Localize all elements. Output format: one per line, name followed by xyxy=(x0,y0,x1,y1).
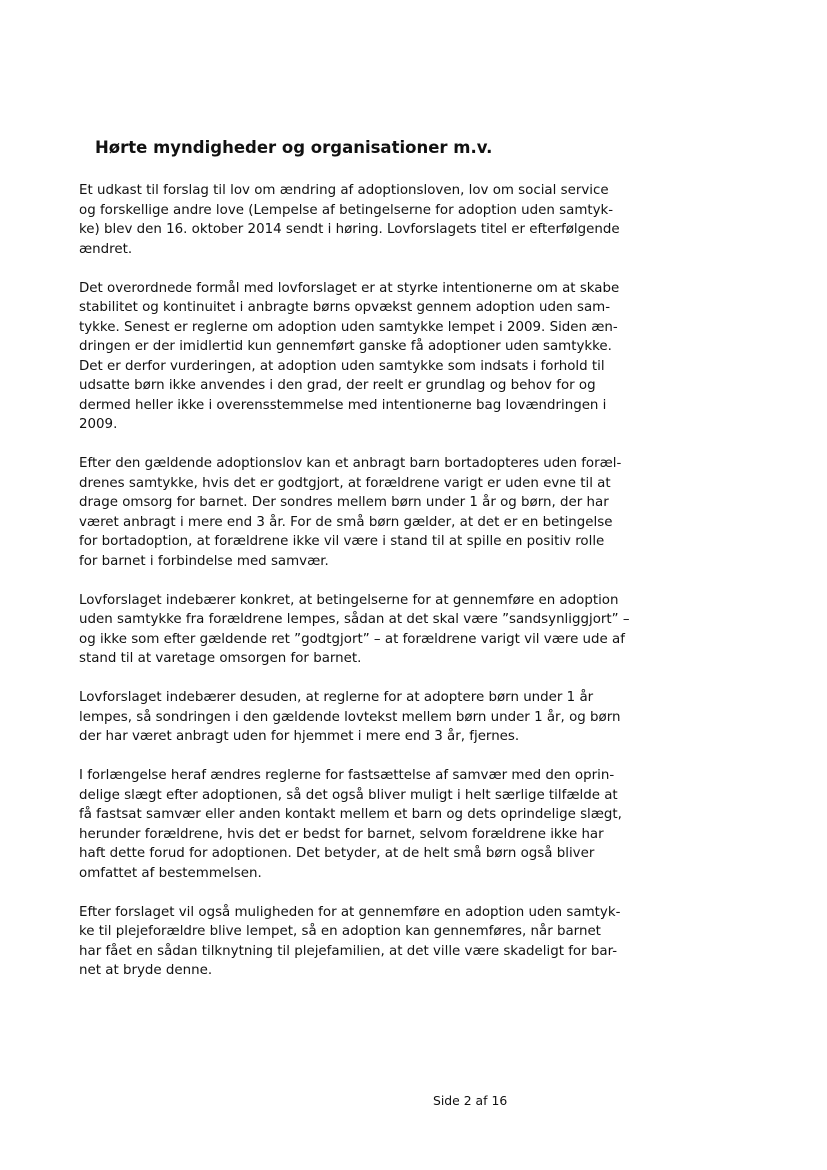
paragraph-foster-parents xyxy=(79,903,619,981)
text-line: stand til at varetage omsorgen for barnet. xyxy=(79,651,362,666)
paragraph-proposal-concrete xyxy=(79,591,630,669)
text-line: uden samtykke fra forældrene lempes, sådan at det skal være ”sandsynliggjort” – xyxy=(79,612,630,627)
text-line: Det overordnede formål med lovforslaget er at styrke intentionerne om at skabe xyxy=(79,280,620,296)
text-line: drage omsorg for barnet. Der sondres mellem børn under 1 år og børn, der har xyxy=(79,495,609,510)
text-line: og ikke som efter gældende ret ”godtgjort” – at forældrene varigt vil være ude af xyxy=(79,631,625,647)
text-line: Lovforslaget indebærer konkret, at betingelserne for at gennemføre en adoption xyxy=(79,592,619,608)
text-line: Det er derfor vurderingen, at adoption uden samtykke som indsats i forhold til xyxy=(79,358,605,374)
text-line: for bortadoption, at forældrene ikke vil være i stand til at spille en positiv rolle xyxy=(79,534,605,549)
paragraph-contact-rules xyxy=(79,766,622,883)
text-line: drenes samtykke, hvis det er godtgjort, at forældrene varigt er uden evne til at xyxy=(79,475,611,491)
text-line: ændret. xyxy=(79,241,133,257)
text-line: der har været anbragt uden for hjemmet i mere end 3 år, fjernes. xyxy=(79,729,520,744)
page-number: Side 2 af 16 xyxy=(433,1093,508,1108)
text-line: ke til plejeforældre blive lempet, så en adoption kan gennemføres, når barnet xyxy=(79,924,601,939)
text-line: ke) blev den 16. oktober 2014 sendt i høring. Lovforslagets titel er efterfølgende xyxy=(79,222,620,237)
text-line: og forskellige andre love (Lempelse af betingelserne for adoption uden samtyk- xyxy=(79,202,614,218)
text-line: delige slægt efter adoptionen, så det også bliver muligt i helt særlige tilfælde at xyxy=(79,787,618,803)
text-line: få fastsat samvær eller anden kontakt mellem et barn og dets oprindelige slægt, xyxy=(79,807,622,822)
text-line: 2009. xyxy=(79,417,118,432)
text-line: lempes, så sondringen i den gældende lovtekst mellem børn under 1 år, og børn xyxy=(79,709,621,725)
text-line: dermed heller ikke i overensstemmelse med intentionerne bag lovændringen i xyxy=(79,397,607,413)
text-line: I forlængelse heraf ændres reglerne for fastsættelse af samvær med den oprin- xyxy=(79,768,615,783)
text-line: herunder forældrene, hvis det er bedst for barnet, selvom forældrene ikke har xyxy=(79,826,604,842)
text-line: dringen er der imidlertid kun gennemført ganske få adoptioner uden samtykke. xyxy=(79,339,612,354)
paragraph-current-law xyxy=(79,454,622,571)
body-text xyxy=(79,181,630,1000)
paragraph-proposal-additional xyxy=(79,688,619,747)
section-heading: Hørte myndigheder og organisationer m.v. xyxy=(95,138,493,157)
text-line: Efter den gældende adoptionslov kan et anbragt barn bortadopteres uden foræl- xyxy=(79,456,622,471)
text-line: tykke. Senest er reglerne om adoption uden samtykke lempet i 2009. Siden æn- xyxy=(79,319,618,335)
paragraph-intro xyxy=(79,181,619,259)
paragraph-purpose xyxy=(79,279,619,435)
text-line: været anbragt i mere end 3 år. For de små børn gælder, at det er en betingelse xyxy=(79,514,613,530)
text-line: for barnet i forbindelse med samvær. xyxy=(79,553,329,569)
text-line: har fået en sådan tilknytning til plejefamilien, at det ville være skadeligt for bar- xyxy=(79,943,618,959)
text-line: Et udkast til forslag til lov om ændring af adoptionsloven, lov om social service xyxy=(79,183,609,198)
text-line: net at bryde denne. xyxy=(79,963,213,978)
text-line: omfattet af bestemmelsen. xyxy=(79,865,262,881)
text-line: haft dette forud for adoptionen. Det betyder, at de helt små børn også bliver xyxy=(79,846,595,861)
text-line: udsatte børn ikke anvendes i den grad, der reelt er grundlag og behov for og xyxy=(79,378,596,393)
text-line: Lovforslaget indebærer desuden, at reglerne for at adoptere børn under 1 år xyxy=(79,690,594,705)
text-line: Efter forslaget vil også muligheden for at gennemføre en adoption uden samtyk- xyxy=(79,904,621,920)
text-line: stabilitet og kontinuitet i anbragte børns opvækst gennem adoption uden sam- xyxy=(79,300,611,315)
